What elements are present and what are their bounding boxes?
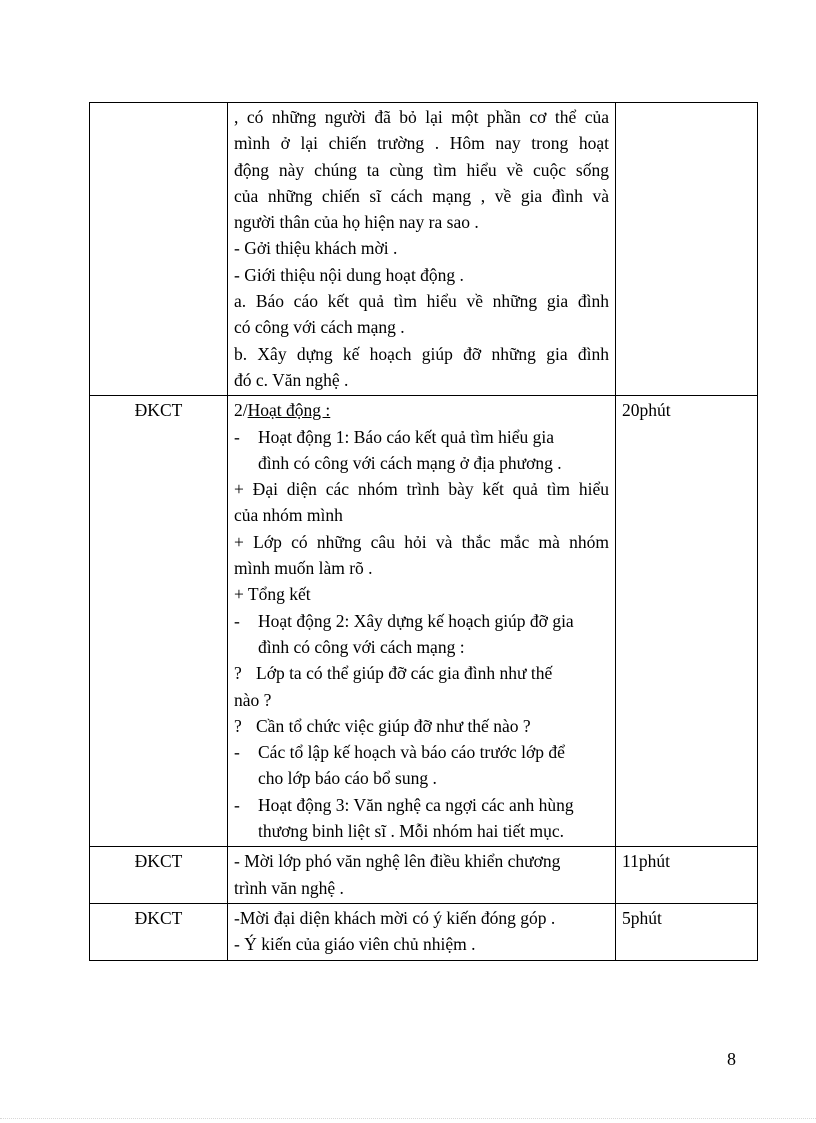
activity-text-cont: đình có công với cách mạng : bbox=[258, 636, 465, 657]
content-line: động này chúng ta cùng tìm hiểu về cuộc sống bbox=[234, 159, 609, 180]
content-line: - Ý kiến của giáo viên chủ nhiệm . bbox=[234, 934, 476, 955]
content-line: + Đại diện các nhóm trình bày kết quả tìm hiểu bbox=[234, 479, 609, 500]
content-line: người thân của họ hiện nay ra sao . bbox=[234, 212, 479, 233]
content-line: mình muốn làm rõ . bbox=[234, 558, 373, 579]
table-row bbox=[90, 903, 758, 960]
table-row bbox=[90, 103, 758, 396]
question-text: Lớp ta có thể giúp đỡ các gia đình như thế bbox=[256, 663, 553, 684]
content-cell bbox=[228, 396, 616, 847]
presenter-cell: ĐKCT bbox=[90, 847, 228, 904]
content-line: - Giới thiệu nội dung hoạt động . bbox=[234, 264, 464, 285]
content-cell bbox=[228, 103, 616, 396]
content-line: a. Báo cáo kết quả tìm hiểu về những gia đình bbox=[234, 291, 609, 312]
page-bottom-rule bbox=[0, 1118, 816, 1119]
content-line: , có những người đã bỏ lại một phần cơ thể của bbox=[234, 107, 609, 127]
activity-item bbox=[234, 608, 609, 634]
dash-marker: - bbox=[234, 742, 240, 763]
time-cell bbox=[616, 103, 758, 396]
time-cell: 11phút bbox=[616, 847, 758, 904]
activity-text: Hoạt động 3: Văn nghệ ca ngợi các anh hùng bbox=[258, 794, 574, 815]
task-text-cont: cho lớp báo cáo bổ sung . bbox=[258, 768, 437, 789]
page-number: 8 bbox=[727, 1049, 736, 1069]
content-line: - Mời lớp phó văn nghệ lên điều khiển chương bbox=[234, 851, 561, 872]
section-heading bbox=[234, 397, 609, 423]
section-number: 2/ bbox=[234, 400, 248, 421]
content-line: của nhóm mình bbox=[234, 505, 343, 526]
task-item bbox=[234, 739, 609, 765]
dash-marker: - bbox=[234, 610, 240, 631]
content-line: - Gởi thiệu khách mời . bbox=[234, 238, 398, 259]
question-text-cont: nào ? bbox=[234, 689, 272, 710]
activity-text: Hoạt động 1: Báo cáo kết quả tìm hiểu gia bbox=[258, 426, 554, 447]
activity-text: Hoạt động 2: Xây dựng kế hoạch giúp đỡ gia bbox=[258, 610, 574, 631]
question-item bbox=[234, 713, 609, 739]
content-line: đó c. Văn nghệ . bbox=[234, 369, 349, 390]
content-line: của những chiến sĩ cách mạng , về gia đình và bbox=[234, 185, 609, 206]
presenter-cell bbox=[90, 103, 228, 396]
content-line: trình văn nghệ . bbox=[234, 877, 344, 898]
content-line: + Tổng kết bbox=[234, 584, 311, 605]
presenter-cell: ĐKCT bbox=[90, 396, 228, 847]
dash-marker: - bbox=[234, 794, 240, 815]
question-text: Cần tổ chức việc giúp đỡ như thế nào ? bbox=[256, 715, 531, 736]
activity-plan-table bbox=[89, 102, 758, 961]
presenter-cell: ĐKCT bbox=[90, 903, 228, 960]
time-cell: 20phút bbox=[616, 396, 758, 847]
content-line: b. Xây dựng kế hoạch giúp đỡ những gia đình bbox=[234, 343, 609, 364]
content-line: có công với cách mạng . bbox=[234, 317, 405, 338]
activity-text-cont: thương binh liệt sĩ . Mỗi nhóm hai tiết mục. bbox=[258, 821, 565, 842]
content-line: + Lớp có những câu hỏi và thắc mắc mà nhóm bbox=[234, 531, 609, 552]
task-text: Các tổ lập kế hoạch và báo cáo trước lớp để bbox=[258, 742, 565, 763]
content-cell bbox=[228, 847, 616, 904]
question-marker: ? bbox=[234, 663, 242, 684]
time-cell: 5phút bbox=[616, 903, 758, 960]
question-item bbox=[234, 660, 609, 686]
activity-text-cont: đình có công với cách mạng ở địa phương . bbox=[258, 452, 562, 473]
activity-item bbox=[234, 424, 609, 450]
question-marker: ? bbox=[234, 715, 242, 736]
table-row bbox=[90, 396, 758, 847]
activity-item bbox=[234, 792, 609, 818]
content-line: mình ở lại chiến trường . Hôm nay trong hoạt bbox=[234, 133, 609, 154]
content-cell bbox=[228, 903, 616, 960]
dash-marker: - bbox=[234, 426, 240, 447]
content-line: -Mời đại diện khách mời có ý kiến đóng góp . bbox=[234, 907, 556, 928]
table-row bbox=[90, 847, 758, 904]
section-title: Hoạt động : bbox=[247, 400, 331, 421]
